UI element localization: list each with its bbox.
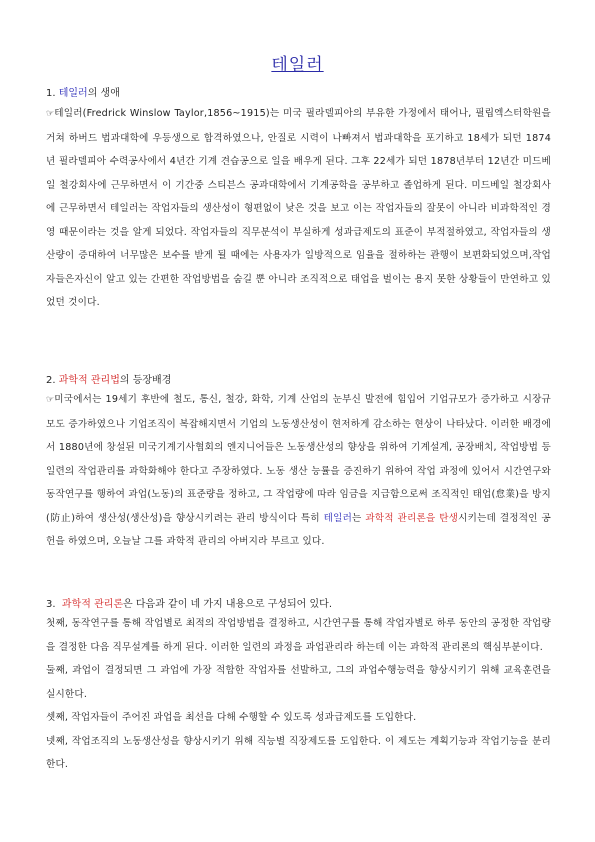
section-2-number: 2. [46,375,56,386]
section-3-title: 은 다음과 같이 네 가지 내용으로 구성되어 있다. [123,599,333,610]
pointing-hand-icon: ☞ [46,395,55,405]
section-2-text-part-3: 시키는데 결정적인 공헌을 하였으며, 오늘날 그를 과학적 관리의 아버지라 부르고 있다. [46,512,551,547]
list-item: 넷째, 작업조직의 노동생산성을 향상시키기 위해 직능별 직장제도를 도입한다. 이 제도는 계획기능과 작업기능을 분리한다. [46,735,551,770]
pointing-hand-icon: ☞ [46,109,55,119]
section-2-text-part-1: 미국에서는 19세기 후반에 철도, 통신, 철강, 화학, 기계 산업의 눈부신 발전에 힘입어 기업규모가 증가하고 시장규모도 증가하였으나 기업조직이 복잡해지면서 기업의 노동생산성이 현저하게 감소하는 현상이 나타났다. 이러한 배경에서 1880년에 창설된 미국기계기사협회의 엔지니어들은 노동생산성의 향상을 위하여 기계설계, 공장배치, 작업방법 등 일련의 작업관리를 과학화해야 한다고 주장하였다. 노동 생산 능률을 증진하기 위하여 작업 과정에 있어서 시간연구와 동작연구를 행하여 과업(노동)의 표준량을 정하고, 그 작업량에 따라 임금을 지급함으로써 조직적인 태업(怠業)을 방지(防止)하여 생산성(생산성)을 향상시키려는 관리 방식이다 특히 [46,394,551,524]
section-3-heading [46,598,332,612]
list-item: 셋째, 작업자들이 주어진 과업을 최선을 다해 수행할 수 있도록 성과급제도를 도입한다. [46,712,417,723]
section-1-keyword: 테일러 [58,88,88,99]
section-2-keyword: 과학적 관리법 [58,375,120,386]
page-title: 테일러 [271,55,324,75]
section-3-list [46,612,551,777]
list-item: 둘째, 과업이 결정되면 그 과업에 가장 적합한 작업자를 선발하고, 그의 과업수행능력을 향상시키기 위해 교육훈련을 실시한다. [46,665,551,700]
section-1-number: 1. [46,88,56,99]
section-3-keyword: 과학적 관리론 [61,599,124,610]
list-item: 첫째, 동작연구를 통해 작업별로 최적의 작업방법을 결정하고, 시간연구를 통해 작업자별로 하루 동안의 공정한 작업량을 결정한 다음 직무설계를 하게 된다. 이러한 일련의 과정을 과업관리라 하는데 이는 과학적 관리론의 핵심부분이다. [46,618,551,653]
section-2-text-part-2: 는 [352,512,366,524]
section-1-paragraph [46,102,551,315]
section-1-text: 테일러(Fredrick Winslow Taylor,1856~1915)는 미국 필라델피아의 부유한 가정에서 태어나, 필립엑스터학원을 거쳐 하버드 법과대학에 우등생으로 합격하였으나, 안질로 시력이 나빠져서 법과대학을 포기하고 18세가 되던 1874년 필라델피아 수력공사에서 4년간 기계 견습공으로 일을 배우게 된다. 그후 22세가 되던 1878년부터 12년간 미드베일 철강회사에 근무하면서 이 기간중 스티븐스 공과대학에서 기계공학을 공부하고 졸업하게 된다. 미드베일 철강회사에 근무하면서 테일러는 작업자들의 생산성이 형편없이 낮은 것을 보고 이는 작업자들의 잘못이 아니라 비과학적인 경영 때문이라는 것을 알게 되었다. 작업자들의 직무분석이 부실하게 성과급제도의 표준이 부적절하였고, 작업자들의 생산량이 증대하여 너무많은 보수를 받게 될 때에는 사용자가 일방적으로 임율을 절하하는 관행이 보편화되었으며,작업자들은자신이 알고 있는 간편한 작업방법을 숨길 뿐 아니라 조직적으로 태업을 벌이는 용지 못한 상황들이 만연하고 있었던 것이다. [46,108,551,308]
section-2-title: 의 등장배경 [119,375,172,386]
section-2-heading [46,374,171,388]
section-2-keyword-scientific: 과학적 관리론을 탄생 [365,512,459,524]
section-2-paragraph [46,388,551,554]
section-2-keyword-taylor: 테일러 [323,512,353,524]
section-1-heading [46,87,120,101]
section-3-number: 3. [46,599,56,610]
section-1-title: 의 생애 [87,88,120,99]
